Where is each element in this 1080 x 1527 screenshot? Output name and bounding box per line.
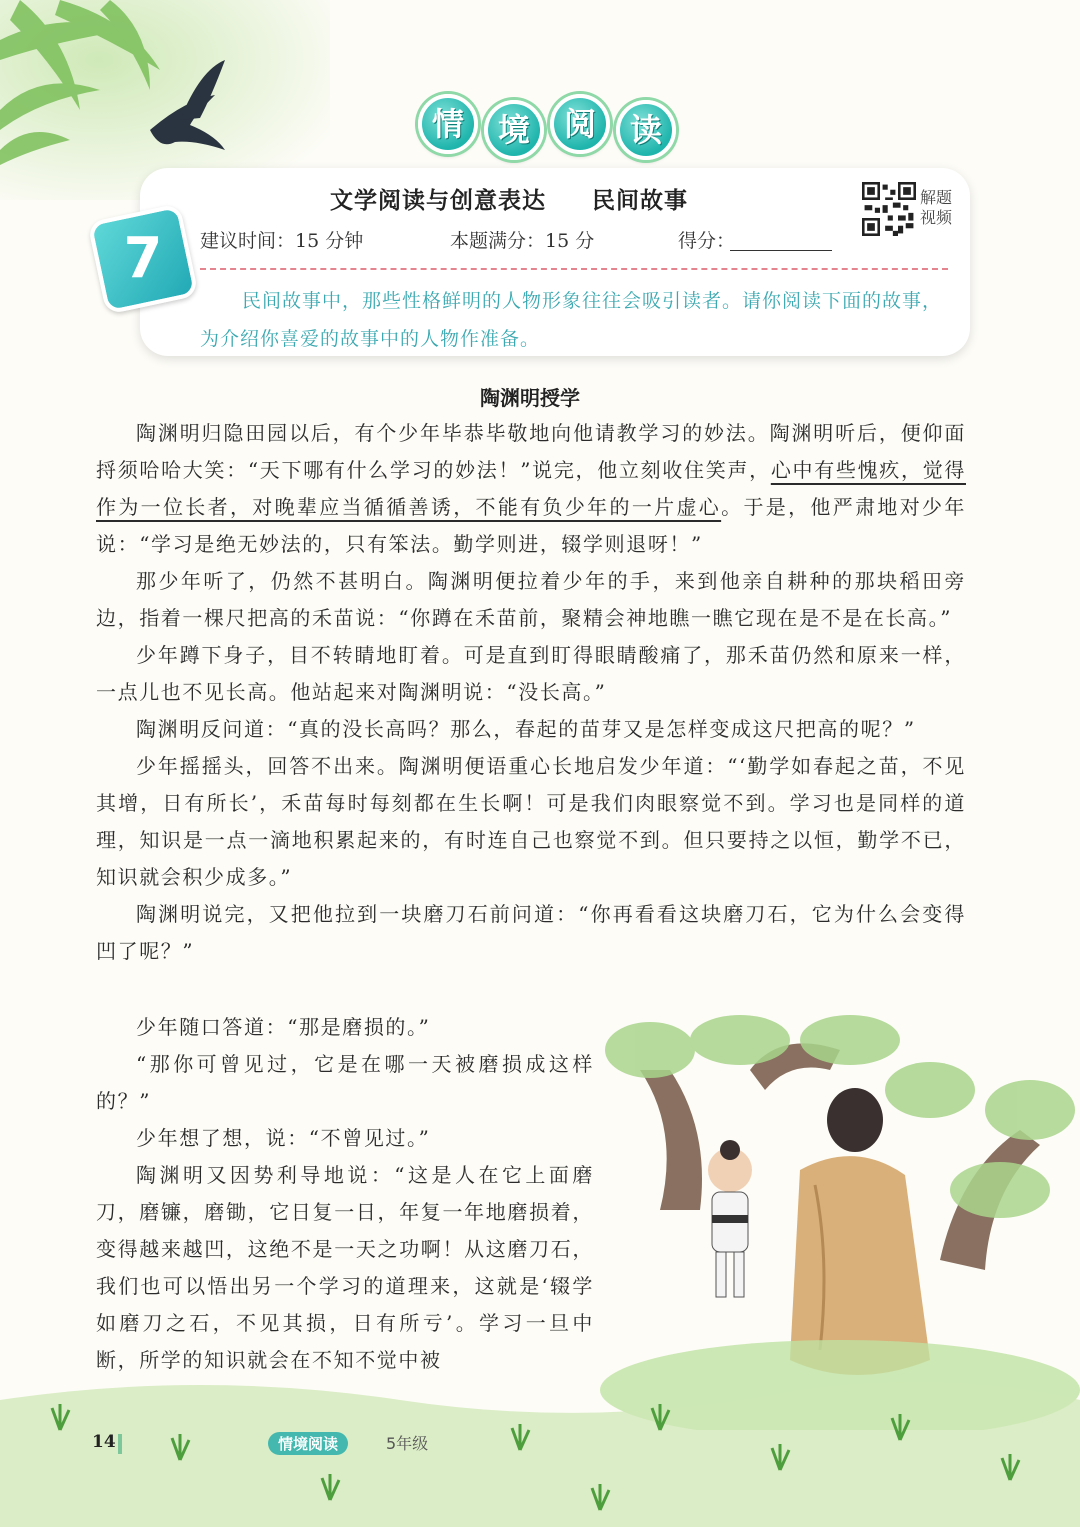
header-divider	[200, 268, 948, 270]
story-paragraph: “那你可曾见过，它是在哪一天被磨损成这样的？”	[96, 1052, 594, 1113]
exercise-intro: 民间故事中，那些性格鲜明的人物形象往往会吸引读者。请你阅读下面的故事，为介绍你喜爱的故事中的人物作准备。	[200, 290, 943, 350]
footer-divider	[118, 1434, 122, 1454]
full-score: 本题满分：15 分	[450, 230, 595, 252]
page-number: 14	[92, 1432, 116, 1452]
banner-char: 阅	[550, 94, 610, 154]
qr-video-label[interactable]: 解题视频	[920, 188, 953, 227]
grass-decoration	[0, 1360, 1080, 1527]
banner-char: 境	[484, 100, 544, 160]
exercise-title-genre: 民间故事	[592, 188, 688, 214]
section-banner	[418, 94, 676, 160]
score-label: 得分：	[678, 230, 736, 252]
story-paragraph: 陶渊明又因势利导地说：“这是人在它上面磨刀，磨镰，磨锄，它日复一日，年复一年地磨损着，变得越来越凹，这绝不是一天之功啊！从这磨刀石，我们也可以悟出另一个学习的道理来，这就是‘辍学如磨刀之石，不见其损，日有所亏’。学习一旦中断，所学的知识就会在不知不觉中被	[96, 1163, 594, 1372]
story-paragraph: 那少年听了，仍然不甚明白。陶渊明便拉着少年的手，来到他亲自耕种的那块稻田旁边，指着一棵尺把高的禾苗说：“你蹲在禾苗前，聚精会神地瞧一瞧它现在是不是在长高。”	[96, 569, 966, 630]
footer-section-tag: 情境阅读	[268, 1432, 348, 1455]
footer-grade: 5年级	[386, 1434, 429, 1453]
story-paragraph: 少年蹲下身子，目不转睛地盯着。可是直到盯得眼睛酸痛了，那禾苗仍然和原来一样，一点儿也不见长高。他站起来对陶渊明说：“没长高。”	[96, 643, 966, 704]
story-paragraph: 陶渊明说完，又把他拉到一块磨刀石前问道：“你再看看这块磨刀石，它为什么会变得凹了呢？”	[96, 902, 966, 963]
story-body	[96, 415, 966, 970]
qr-code-icon[interactable]	[862, 182, 916, 236]
story-paragraph: 少年摇摇头，回答不出来。陶渊明便语重心长地启发少年道：“‘勤学如春起之苗，不见其增，日有所长’，禾苗每时每刻都在生长啊！可是我们肉眼察觉不到。学习也是同样的道理，知识是一点一滴地积累起来的，有时连自己也察觉不到。但只要持之以恒，勤学不已，知识就会积少成多。”	[96, 754, 966, 889]
story-title: 陶渊明授学	[480, 386, 580, 410]
exercise-title-category: 文学阅读与创意表达	[330, 188, 546, 214]
banner-char: 情	[418, 94, 478, 154]
scholar-figure	[790, 1088, 930, 1375]
boy-figure	[708, 1140, 752, 1297]
banner-char: 读	[616, 100, 676, 160]
score-blank-line	[730, 250, 832, 251]
suggested-time: 建议时间：15 分钟	[200, 230, 364, 252]
exercise-number: 7	[123, 226, 163, 291]
story-paragraph: 陶渊明反问道：“真的没长高吗？那么，春起的苗芽又是怎样变成这尺把高的呢？”	[136, 717, 916, 741]
story-paragraph: 少年随口答道：“那是磨损的。”	[136, 1015, 431, 1039]
story-paragraph: 陶渊明归隐田园以后，有个少年毕恭毕敬地向他请教学习的妙法。陶渊明听后，便仰面捋须哈哈大笑：“天下哪有什么学习的妙法！”说完，他立刻收住笑声，心中有些愧疚，觉得作为一位长者，对晚辈应当循循善诱，不能有负少年的一片虚心。于是，他严肃地对少年说：“学习是绝无妙法的，只有笨法。勤学则进，辍学则退呀！”	[96, 421, 966, 556]
exercise-title	[330, 182, 688, 215]
underlined-passage: 心中有些愧疚，觉得作为一位长者，对晚辈应当循循善诱，不能有负少年的一片虚心	[96, 458, 966, 519]
story-body-narrow	[96, 1009, 594, 1379]
story-paragraph: 少年想了想，说：“不曾见过。”	[136, 1126, 431, 1150]
